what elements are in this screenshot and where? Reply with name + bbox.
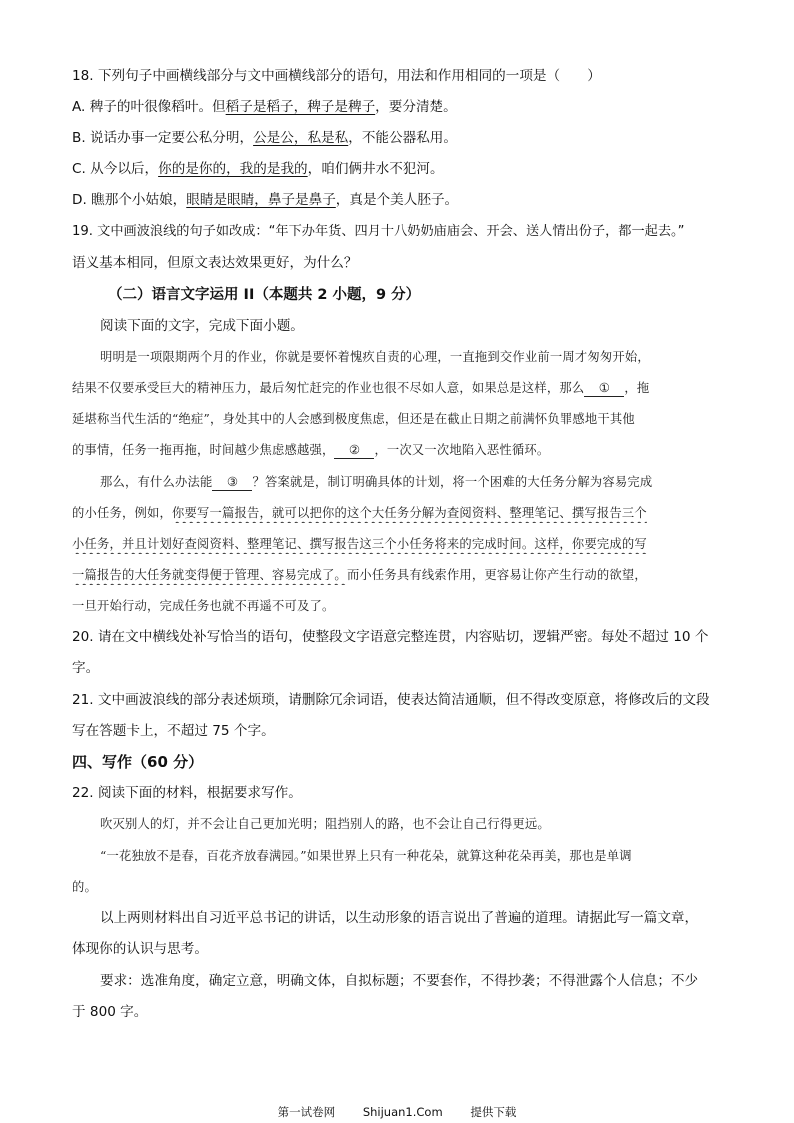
q21-line-2: 写在答题卡上，不超过 75 个字。 [72, 723, 275, 739]
footer-site-name: 第一试卷网 [277, 1105, 336, 1119]
section-2-instruction: 阅读下面的文字，完成下面小题。 [100, 318, 304, 334]
blank-1: ① [584, 380, 624, 397]
q22-requirements-line-1: 要求：选准角度，确定立意，明确文体，自拟标题；不要套作，不得抄袭；不得泄露个人信息；不少 [100, 973, 699, 989]
section-4-heading: 四、写作（60 分） [72, 753, 204, 771]
q18-option-d: D. 瞧那个小姑娘，眼睛是眼睛，鼻子是鼻子，真是个美人胚子。 [72, 192, 459, 208]
q22-requirements-line-2: 于 800 字。 [72, 1004, 148, 1020]
q18-stem: 18. 下列句子中画横线部分与文中画横线部分的语句，用法和作用相同的一项是（ ） [72, 68, 601, 84]
passage-line-4: 的事情，任务一拖再拖，时间越少焦虑感越强， ② ，一次又一次地陷入恶性循环。 [72, 443, 550, 457]
passage-line-6: 的小任务，例如，你要写一篇报告，就可以把你的这个大任务分解为查阅资料、整理笔记、撰写报告三个 [72, 506, 647, 520]
q22-material-1: 吹灭别人的灯，并不会让自己更加光明；阻挡别人的路，也不会让自己行得更远。 [100, 817, 550, 831]
blank-2: ② [334, 442, 374, 459]
blank-3: ③ [212, 474, 252, 491]
q22-prompt-line-1: 以上两则材料出自习近平总书记的讲话，以生动形象的语言说出了普遍的道理。请据此写一篇文章， [100, 910, 699, 926]
q18-option-a: A. 稗子的叶很像稻叶。但稻子是稻子，稗子是稗子，要分清楚。 [72, 99, 457, 115]
wavy-segment-1: 你要写一篇报告，就可以把你的这个大任务分解为查阅资料、整理笔记、撰写报告三个 [171, 506, 647, 520]
passage-line-9: 一旦开始行动，完成任务也就不再遥不可及了。 [72, 599, 335, 613]
passage-line-5: 那么，有什么办法能 ③ ？答案就是，制订明确具体的计划，将一个困难的大任务分解为容易完成 [100, 475, 653, 489]
wavy-segment-2: 小任务，并且计划好查阅资料、整理笔记、撰写报告这三个小任务将来的完成时间。这样，你要完成的写 [72, 537, 647, 551]
page-footer [0, 1104, 794, 1120]
q19-line-2: 语义基本相同，但原文表达效果更好，为什么？ [72, 255, 358, 271]
section-2-heading: （二）语言文字运用 II（本题共 2 小题，9 分） [108, 287, 421, 303]
wavy-segment-3: 一篇报告的大任务就变得便于管理、容易完成了。 [72, 568, 347, 582]
passage-line-7 [72, 534, 722, 554]
q18-option-c: C. 从今以后，你的是你的，我的是我的，咱们俩井水不犯河。 [72, 161, 444, 177]
q19-line-1: 19. 文中画波浪线的句子如改成：“年下办年货、四月十八奶奶庙庙会、开会、送人情出份子，都一起去。” [72, 224, 685, 239]
q22-stem: 22. 阅读下面的材料，根据要求写作。 [72, 785, 302, 801]
footer-site-url[interactable]: Shijuan1.Com [362, 1105, 443, 1119]
passage-line-1: 明明是一项限期两个月的作业，你就是要怀着愧疚自责的心理，一直拖到交作业前一周才匆匆开始， [100, 350, 650, 364]
q20-line-2: 字。 [72, 660, 100, 676]
footer-download-text: 提供下载 [470, 1105, 517, 1119]
q22-prompt-line-2: 体现你的认识与思考。 [72, 941, 208, 957]
q21-line-1: 21. 文中画波浪线的部分表述烦琐，请删除冗余词语，使表达简洁通顺，但不得改变原意，将修改后的文段 [72, 692, 710, 708]
passage-line-8: 一篇报告的大任务就变得便于管理、容易完成了。而小任务具有线索作用，更容易让你产生行动的欲望， [72, 568, 647, 582]
q22-material-2-line-2: 的。 [72, 880, 97, 894]
q18-option-b: B. 说话办事一定要公私分明，公是公，私是私，不能公器私用。 [72, 130, 457, 146]
q20-line-1: 20. 请在文中横线处补写恰当的语句，使整段文字语意完整连贯，内容贴切，逻辑严密。每处不超过 10 个 [72, 629, 709, 645]
q22-material-2-line-1: “一花独放不是春，百花齐放春满园。”如果世界上只有一种花朵，就算这种花朵再美，那也是单调 [100, 849, 632, 863]
passage-line-3: 延堪称当代生活的“绝症”，身处其中的人会感到极度焦虑，但还是在截止日期之前满怀负罪感地干其他 [72, 412, 635, 426]
passage-line-2: 结果不仅要承受巨大的精神压力，最后匆忙赶完的作业也很不尽如人意，如果总是这样，那么 ① ，拖 [72, 381, 650, 395]
